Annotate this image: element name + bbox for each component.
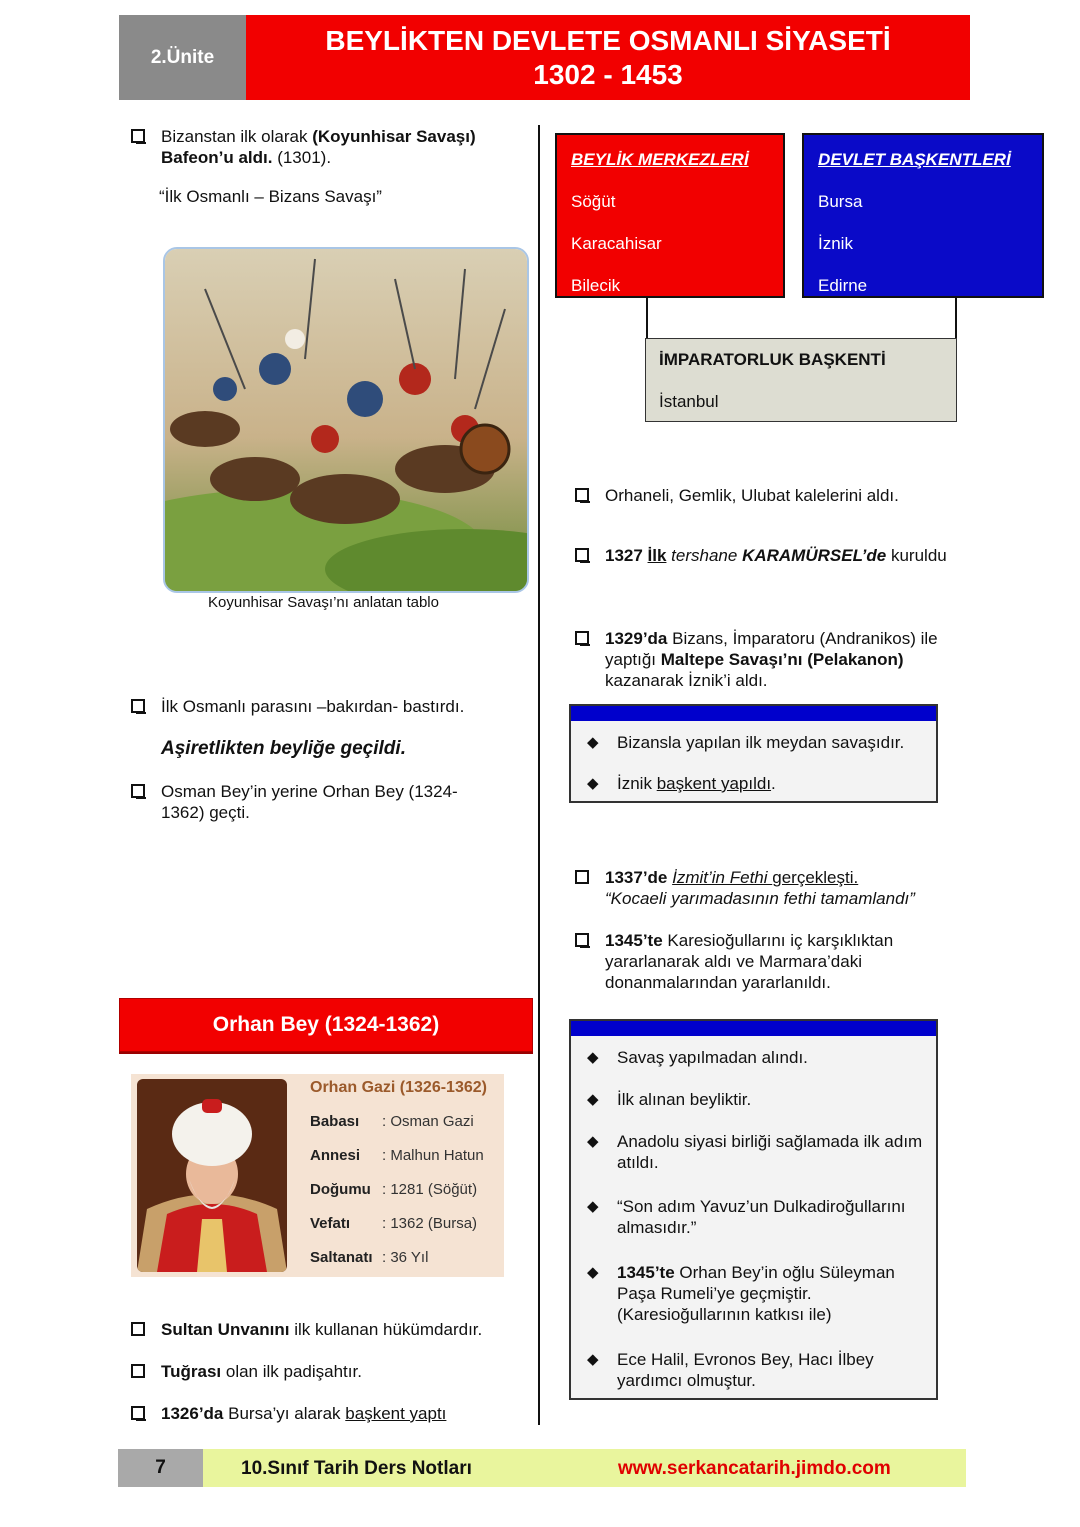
note-item: ◆ İznik başkent yapıldı. (587, 774, 776, 793)
checkbox-bullet-icon (131, 699, 145, 713)
empire-capital-box (645, 338, 957, 422)
bullet-koyunhisar: Bizanstan ilk olarak (Koyunhisar Savaşı) Bafeon’u aldı. (1301). (131, 126, 531, 168)
beylik-center-item: Karacahisar (571, 234, 662, 253)
state-capitals-box (802, 133, 1044, 298)
card-title: Orhan Gazi (1326-1362) (310, 1079, 487, 1096)
note-item: ◆ 1345’te Orhan Bey’in oğlu Süleyman Paşa Rumeli’ye geçmiştir. (Karesioğullarının katkısı ile) (587, 1263, 895, 1324)
bullet-first-coin: İlk Osmanlı parasını –bakırdan- bastırdı. (131, 696, 531, 717)
checkbox-bullet-icon (575, 548, 589, 562)
beylik-centers-title: BEYLİK MERKEZLERİ (571, 150, 749, 169)
diamond-bullet-icon: ◆ (587, 1091, 599, 1108)
image-caption: Koyunhisar Savaşı’nı anlatan tablo (208, 594, 439, 611)
bullet-castles: Orhaneli, Gemlik, Ulubat kalelerini aldı. (575, 485, 955, 506)
beylik-centers-box (555, 133, 785, 298)
battle-painting-icon (165, 249, 527, 591)
checkbox-bullet-icon (575, 631, 589, 645)
card-row-reign: Saltanatı : 36 Yıl (310, 1249, 429, 1266)
checkbox-bullet-icon (575, 488, 589, 502)
state-capitals-title: DEVLET BAŞKENTLERİ (818, 150, 1011, 169)
checkbox-bullet-icon (131, 1406, 145, 1420)
state-capital-item: İznik (818, 234, 853, 253)
quote-first-war: “İlk Osmanlı – Bizans Savaşı” (159, 187, 382, 206)
note-box-iznik (569, 704, 938, 803)
note-item: ◆ İlk alınan beyliktir. (587, 1090, 752, 1109)
bullet-first-shipyard: 1327 İlk tershane KARAMÜRSEL’de kuruldu (575, 545, 955, 566)
diamond-bullet-icon: ◆ (587, 1049, 599, 1066)
diamond-bullet-icon: ◆ (587, 775, 599, 792)
note-box-header-bar (571, 706, 936, 721)
state-capital-item: Edirne (818, 276, 868, 295)
checkbox-bullet-icon (575, 933, 589, 947)
diamond-bullet-icon: ◆ (587, 1351, 599, 1368)
state-capital-item: Bursa (818, 192, 863, 211)
bullet-izmit-conquest: 1337’de İzmit’in Fethi gerçekleşti. “Kocaeli yarımadasının fethi tamamlandı” (575, 867, 955, 909)
checkbox-bullet-icon (575, 870, 589, 884)
orhan-gazi-info-card (131, 1074, 504, 1277)
checkbox-bullet-icon (131, 1364, 145, 1378)
bullet-karesi: 1345’te Karesioğullarını iç karşıklıktan yararlanarak aldı ve Marmara’daki donanmalarından yararlanıldı. (575, 930, 955, 993)
diamond-bullet-icon: ◆ (587, 1198, 599, 1215)
checkbox-bullet-icon (131, 1322, 145, 1336)
footer-url-link[interactable]: www.serkancatarih.jimdo.com (618, 1458, 891, 1479)
note-box-karesi (569, 1019, 938, 1400)
card-row-father: Babası : Osman Gazi (310, 1113, 474, 1130)
unit-label: 2.Ünite (119, 15, 246, 100)
note-item: ◆ Ece Halil, Evronos Bey, Hacı İlbey yardımcı olmuştur. (587, 1350, 874, 1390)
bullet-bursa-capital: 1326’da Bursa’yı alarak başkent yaptı (131, 1403, 531, 1424)
beylik-center-item: Söğüt (571, 192, 616, 211)
page-number: 7 (118, 1449, 203, 1487)
card-row-birth: Doğumu : 1281 (Söğüt) (310, 1181, 478, 1198)
note-item: ◆ Anadolu siyasi birliği sağlamada ilk adım atıldı. (587, 1132, 923, 1172)
orhan-bey-banner: Orhan Bey (1324-1362) (119, 998, 533, 1052)
bullet-maltepe-battle: 1329’da Bizans, İmparatoru (Andranikos) ile yaptığı Maltepe Savaşı’nı (Pelakanon) kazanarak İznik’i aldı. (575, 628, 955, 691)
connector-line (955, 298, 957, 339)
diamond-bullet-icon: ◆ (587, 734, 599, 751)
connector-line (646, 298, 648, 339)
beylik-center-item: Bilecik (571, 276, 621, 295)
empire-capital-item: İstanbul (659, 392, 719, 411)
note-item: ◆ “Son adım Yavuz’un Dulkadiroğullarını almasıdır.” (587, 1197, 906, 1237)
empire-capital-title: İMPARATORLUK BAŞKENTİ (659, 350, 886, 369)
footer-title: 10.Sınıf Tarih Ders Notları (241, 1458, 472, 1479)
card-row-death: Vefatı : 1362 (Bursa) (310, 1215, 478, 1232)
note-box-header-bar (571, 1021, 936, 1036)
note-item: ◆ Savaş yapılmadan alındı. (587, 1048, 808, 1067)
bullet-tughra: Tuğrası olan ilk padişahtır. (131, 1361, 531, 1382)
bullet-orhan-succession: Osman Bey’in yerine Orhan Bey (1324-1362) geçti. (131, 781, 461, 823)
portrait-icon (137, 1079, 287, 1272)
bullet-sultan-title: Sultan Unvanını ilk kullanan hükümdardır. (131, 1319, 531, 1340)
column-divider (538, 125, 540, 1425)
title-line-1: BEYLİKTEN DEVLETE OSMANLI SİYASETİ (325, 24, 891, 56)
diamond-bullet-icon: ◆ (587, 1133, 599, 1150)
note-item: ◆ Bizansla yapılan ilk meydan savaşıdır. (587, 733, 905, 752)
checkbox-bullet-icon (131, 129, 145, 143)
page-title (246, 15, 970, 100)
title-line-2: 1302 - 1453 (533, 58, 683, 90)
checkbox-bullet-icon (131, 784, 145, 798)
diamond-bullet-icon: ◆ (587, 1264, 599, 1281)
orhan-gazi-portrait-image (137, 1079, 287, 1272)
card-row-mother: Annesi : Malhun Hatun (310, 1147, 484, 1164)
emphasis-tribe-to-principality: Aşiretlikten beyliğe geçildi. (161, 738, 406, 759)
battle-painting-image (163, 247, 529, 593)
